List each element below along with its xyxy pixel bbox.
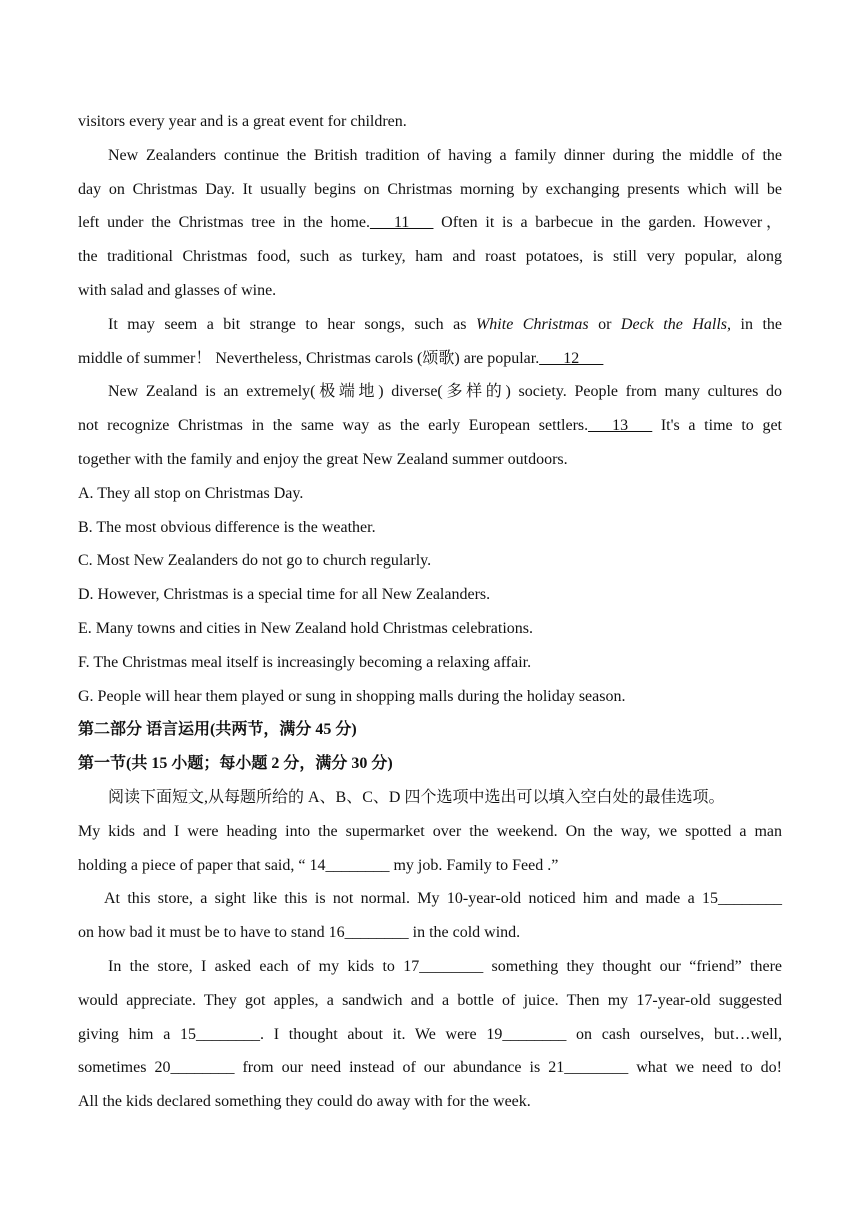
passage-line: visitors every year and is a great event for children. xyxy=(78,113,407,130)
blank-11: ___11___ xyxy=(370,214,434,232)
passage-line xyxy=(78,308,782,342)
passage-line xyxy=(78,206,782,240)
passage-line: with salad and glasses of wine. xyxy=(78,281,277,299)
option-d: D. However, Christmas is a special time for all New Zealanders. xyxy=(78,586,491,604)
passage-line xyxy=(78,409,782,443)
cloze-line: holding a piece of paper that said, “ 14________ my job. Family to Feed .” xyxy=(78,856,559,874)
section-heading: 第一节(共 15 小题；每小题 2 分，满分 30 分) xyxy=(78,755,393,773)
passage-line: New Zealanders continue the British tradition of having a family dinner during the middle of the xyxy=(108,146,782,164)
cloze-line: All the kids declared something they could do away with for the week. xyxy=(78,1093,531,1111)
song-title: White Christmas xyxy=(475,315,589,333)
passage-line: together with the family and enjoy the great New Zealand summer outdoors. xyxy=(78,450,568,468)
passage-line: day on Christmas Day. It usually begins on Christmas morning by exchanging presents which will be xyxy=(78,180,782,198)
song-title: Deck the Halls, xyxy=(620,315,731,333)
passage-text: not recognize Christmas in the same way as the early European settlers. xyxy=(78,417,589,435)
cloze-line: sometimes 20________ from our need instead of our abundance is 21________ what we need to do! xyxy=(78,1059,782,1077)
passage-text: middle of summer！ Nevertheless, Christmas carols (颂歌) are popular. xyxy=(78,349,540,367)
cloze-line: would appreciate. They got apples, a sandwich and a bottle of juice. Then my 17-year-old suggested xyxy=(78,991,782,1009)
cloze-line: My kids and I were heading into the supermarket over the weekend. On the way, we spotted a man xyxy=(78,822,782,840)
option-a: A. They all stop on Christmas Day. xyxy=(78,484,304,502)
option-b: B. The most obvious difference is the weather. xyxy=(78,518,376,536)
document-body xyxy=(78,105,782,1119)
passage-line: New Zealand is an extremely(极端地) diverse(多样的) society. People from many cultures do xyxy=(108,383,782,401)
cloze-line: In the store, I asked each of my kids to 17________ something they thought our “friend” there xyxy=(108,957,782,975)
blank-12: ___12___ xyxy=(539,349,604,367)
cloze-line: on how bad it must be to have to stand 16________ in the cold wind. xyxy=(78,924,521,942)
blank-13: ___13___ xyxy=(588,417,653,435)
passage-line xyxy=(78,342,782,376)
option-g: G. People will hear them played or sung in shopping malls during the holiday season. xyxy=(78,687,626,705)
passage-text: in the xyxy=(731,315,782,333)
cloze-line: giving him a 15________. I thought about it. We were 19________ on cash ourselves, but…well, xyxy=(78,1025,782,1043)
cloze-line: At this store, a sight like this is not normal. My 10-year-old noticed him and made a 15________ xyxy=(104,890,782,908)
passage-text: Often it is a barbecue in the garden. However， xyxy=(433,214,782,232)
passage-text: left under the Christmas tree in the home. xyxy=(78,214,371,232)
passage-line: the traditional Christmas food, such as turkey, ham and roast potatoes, is still very popular, along xyxy=(78,248,782,266)
option-e: E. Many towns and cities in New Zealand hold Christmas celebrations. xyxy=(78,619,534,637)
instruction: 阅读下面短文,从每题所给的 A、B、C、D 四个选项中选出可以填入空白处的最佳选项。 xyxy=(108,788,725,806)
passage-text: or xyxy=(588,315,621,333)
passage-text: It may seem a bit strange to hear songs, such as xyxy=(108,315,476,333)
part-heading: 第二部分 语言运用(共两节，满分 45 分) xyxy=(78,721,357,739)
option-c: C. Most New Zealanders do not go to church regularly. xyxy=(78,552,432,570)
option-f: F. The Christmas meal itself is increasingly becoming a relaxing affair. xyxy=(78,653,532,671)
passage-text: It's a time to get xyxy=(652,417,782,435)
